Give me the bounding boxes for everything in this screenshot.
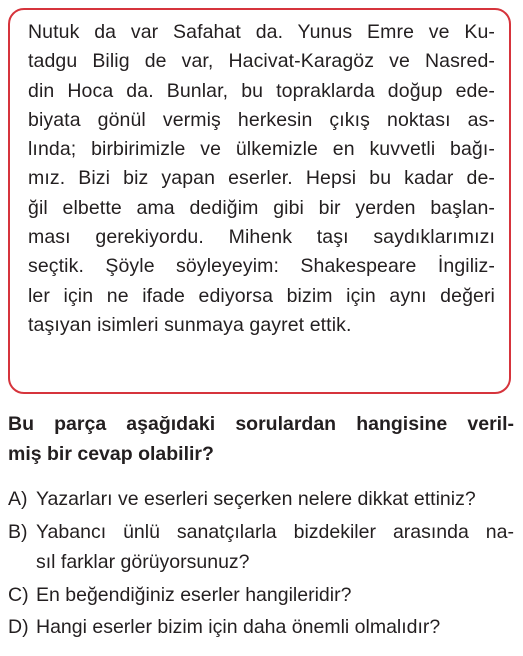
passage-line: ler için ne ifade ediyorsa bizim için aynı değeri xyxy=(28,284,495,307)
option-text-line: Hangi eserler bizim için daha önemli olmalıdır? xyxy=(36,616,441,638)
option-text xyxy=(36,484,514,515)
option-c[interactable] xyxy=(8,580,514,611)
option-text-line: En beğendiğiniz eserler hangileridir? xyxy=(36,583,352,606)
passage-line: seçtik. Şöyle söyleyeyim: Shakespeare İngiliz- xyxy=(28,255,495,278)
option-a[interactable] xyxy=(8,484,514,515)
passage-line: taşıyan isimleri sunmaya gayret ettik. xyxy=(28,313,352,336)
option-text xyxy=(36,517,514,578)
option-text-line: sıl farklar görüyorsunuz? xyxy=(36,551,250,573)
passage-line: biyata gönül vermiş herkesin çıkış noktası as- xyxy=(28,108,495,131)
passage-line: tadgu Bilig de var, Hacivat-Karagöz ve Nasred- xyxy=(28,50,495,73)
question-stem xyxy=(8,409,514,469)
passage-line: ması gerekiyordu. Mihenk taşı saydıklarımızı xyxy=(28,226,495,249)
option-letter: D) xyxy=(8,616,29,638)
passage-line: din Hoca da. Bunlar, bu topraklarda doğup ede- xyxy=(28,79,495,102)
option-b[interactable] xyxy=(8,517,514,578)
option-letter: B) xyxy=(8,520,28,543)
passage-line: lında; birbirimizle ve ülkemizle en kuvvetli bağı- xyxy=(28,138,495,161)
passage-line: Nutuk da var Safahat da. Yunus Emre ve Ku- xyxy=(28,21,495,43)
option-letter: C) xyxy=(8,583,29,606)
passage-box xyxy=(8,8,511,394)
option-letter: A) xyxy=(8,488,28,510)
passage-line: ğil elbette ama dediğim gibi bir yerden başlan- xyxy=(28,196,495,219)
option-text xyxy=(36,580,514,611)
passage-line: mız. Bizi biz yapan eserler. Hepsi bu kadar de- xyxy=(28,167,495,190)
option-d[interactable] xyxy=(8,612,514,643)
question-line: Bu parça aşağıdaki sorulardan hangisine veril- xyxy=(8,413,514,435)
option-text-line: Yazarları ve eserleri seçerken nelere dikkat ettiniz? xyxy=(36,488,476,510)
option-text-line: Yabancı ünlü sanatçılarla bizdekiler arasında na- xyxy=(36,520,514,543)
answer-options xyxy=(8,484,514,643)
question-line: miş bir cevap olabilir? xyxy=(8,443,214,465)
option-text xyxy=(36,612,514,643)
